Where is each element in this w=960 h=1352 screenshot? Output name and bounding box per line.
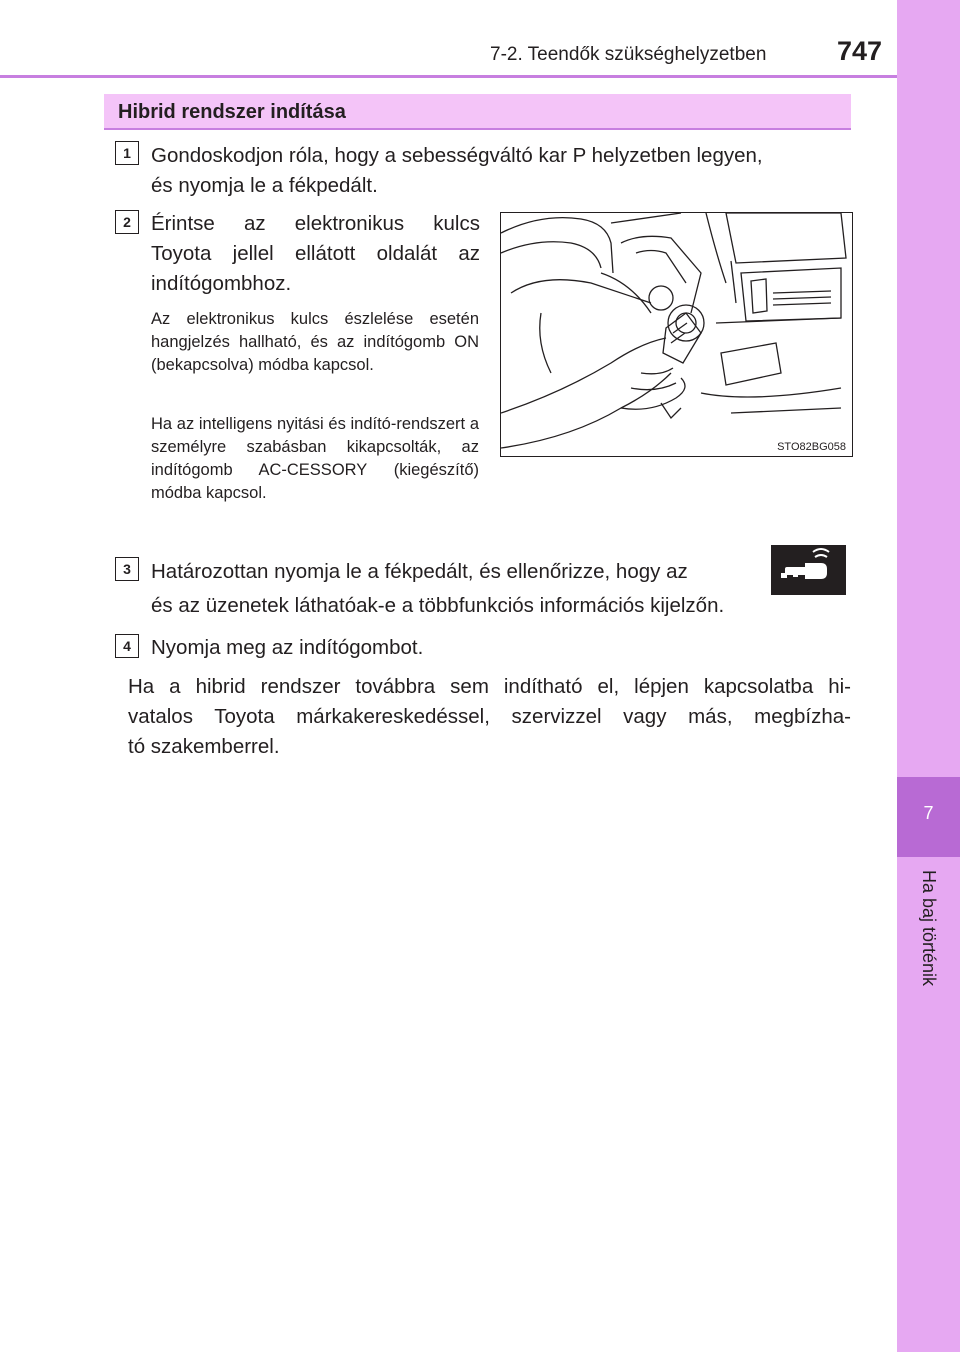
step-1-badge: 1 [115,141,139,165]
start-button-illustration [500,212,853,457]
step-2-line-2: Toyota jellel ellátott oldalát az [151,242,480,265]
box-title-text: Hibrid rendszer indítása [118,101,346,123]
section-box-title [104,94,851,130]
step-4-line-1: Nyomja meg az indítógombot. [151,636,424,659]
header-rule [0,75,897,78]
closing-line-2: vatalos Toyota márkakereskedéssel, szervizzel vagy más, megbízha- [128,705,851,728]
step-1-line-2: és nyomja le a fékpedált. [151,174,378,197]
closing-line-3: tó szakemberrel. [128,735,280,758]
step-3-line-2: és az üzenetek láthatóak-e a többfunkciós információs kijelzőn. [151,594,725,617]
page-number: 747 [837,36,883,66]
closing-line-1: Ha a hibrid rendszer továbbra sem indítható el, lépjen kapcsolatba hi- [128,675,851,698]
chapter-title: Ha baj történik [919,870,939,987]
chapter-number: 7 [923,803,934,823]
chapter-tab[interactable] [897,777,960,857]
key-indicator-icon [771,545,846,595]
step-1-line-1: Gondoskodjon róla, hogy a sebességváltó kar P helyzetben legyen, [151,144,763,167]
step-3-badge: 3 [115,557,139,581]
illustration-code: STO82BG058 [777,441,846,453]
step-4-badge: 4 [115,634,139,658]
step-2-line-1: Érintse az elektronikus kulcs [151,212,480,235]
step-3-line-1: Határozottan nyomja le a fékpedált, és ellenőrizze, hogy az [151,560,688,583]
section-title: 7-2. Teendők szükséghelyzetben [490,44,767,65]
step-2-badge: 2 [115,210,139,234]
key-symbol-svg [771,545,846,595]
hand-key-illustration-svg [501,213,852,456]
step-2-note-2: Ha az intelligens nyitási és indító-rendszert a személyre szabásban kikapcsolták, az indítógomb AC-CESSORY (kiegészítő) módba kapcsol. [151,415,479,502]
side-tab [897,0,960,1352]
step-2-note-1: Az elektronikus kulcs észlelése esetén hangjelzés hallható, és az indítógomb ON (bekapcsolva) módba kapcsol. [151,310,479,374]
step-2-line-3: indítógombhoz. [151,272,292,295]
